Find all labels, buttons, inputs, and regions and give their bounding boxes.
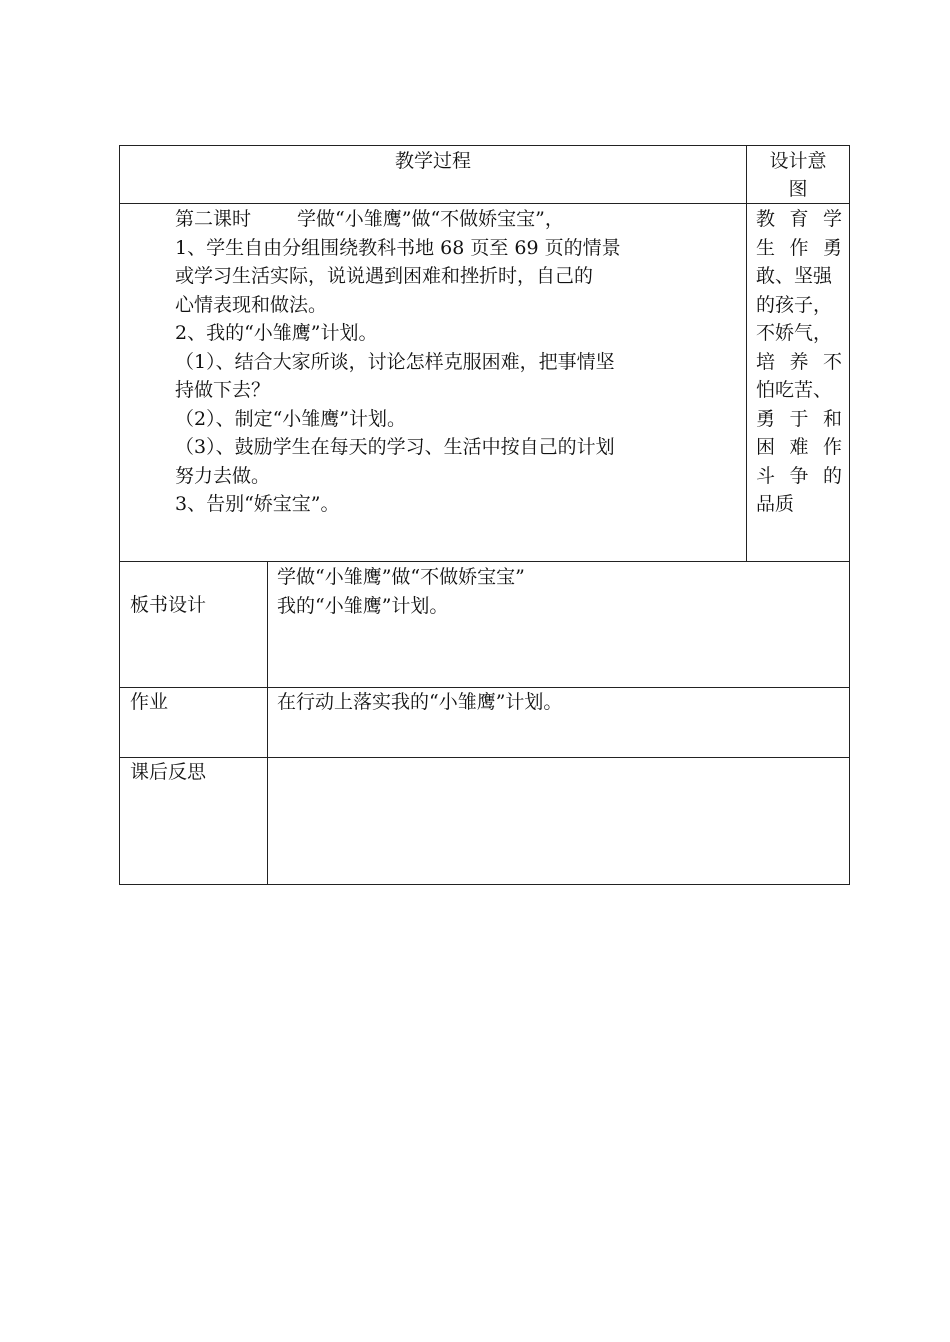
intent-line: 不娇气， — [756, 322, 833, 344]
intent-line: 品质 — [756, 493, 795, 515]
lesson-title-line — [175, 205, 746, 234]
teaching-process-content — [120, 204, 746, 562]
process-line: 努力去做。 — [175, 464, 271, 487]
process-line: 或学习生活实际，说说遇到困难和挫折时，自己的 — [175, 265, 594, 287]
process-line: （1）、结合大家所谈，讨论怎样克服困难，把事情坚 — [175, 350, 615, 373]
process-line: （2）、制定“小雏鹰”计划。 — [175, 407, 407, 430]
process-line: （3）、鼓励学生在每天的学习、生活中按自己的计划 — [175, 436, 615, 458]
board-line-2: 我的“小雏鹰”计划。 — [277, 594, 449, 617]
reflection-label: 课后反思 — [130, 761, 207, 783]
board-design-content — [267, 562, 850, 688]
process-line: 1、学生自由分组围绕教科书地 68 页至 69 页的情景 — [175, 236, 621, 259]
intent-line: 怕吃苦、 — [756, 379, 833, 401]
header-design-intent-line1: 设计意 — [769, 150, 827, 172]
lesson-period: 第二课时 — [175, 208, 252, 230]
lesson-plan-table — [119, 145, 850, 885]
lesson-topic: 学做“小雏鹰”做“不做娇宝宝”， — [297, 208, 564, 230]
process-line: 心情表现和做法。 — [175, 293, 328, 316]
header-teaching-process: 教学过程 — [394, 150, 471, 172]
reflection-content — [267, 758, 850, 884]
header-design-intent — [746, 146, 850, 204]
header-design-intent-line2: 图 — [788, 178, 808, 200]
homework-label: 作业 — [130, 691, 169, 713]
process-line: 2、我的“小雏鹰”计划。 — [175, 322, 378, 344]
intent-line: 困难作 — [756, 436, 842, 458]
intent-line: 斗争的 — [756, 464, 842, 487]
intent-line: 培养不 — [756, 350, 842, 373]
design-intent-content — [746, 204, 850, 562]
homework-content: 在行动上落实我的“小雏鹰”计划。 — [277, 691, 563, 713]
intent-line: 勇于和 — [756, 407, 842, 430]
process-line: 3、告别“娇宝宝”。 — [175, 493, 340, 515]
intent-line: 敢、坚强 — [756, 265, 833, 287]
intent-line: 教育学 — [756, 208, 842, 230]
process-line: 持做下去？ — [175, 379, 271, 401]
intent-line: 的孩子， — [756, 293, 833, 316]
board-line-1: 学做“小雏鹰”做“不做娇宝宝” — [277, 566, 525, 588]
board-design-label: 板书设计 — [130, 594, 207, 616]
intent-line: 生作勇 — [756, 236, 842, 259]
